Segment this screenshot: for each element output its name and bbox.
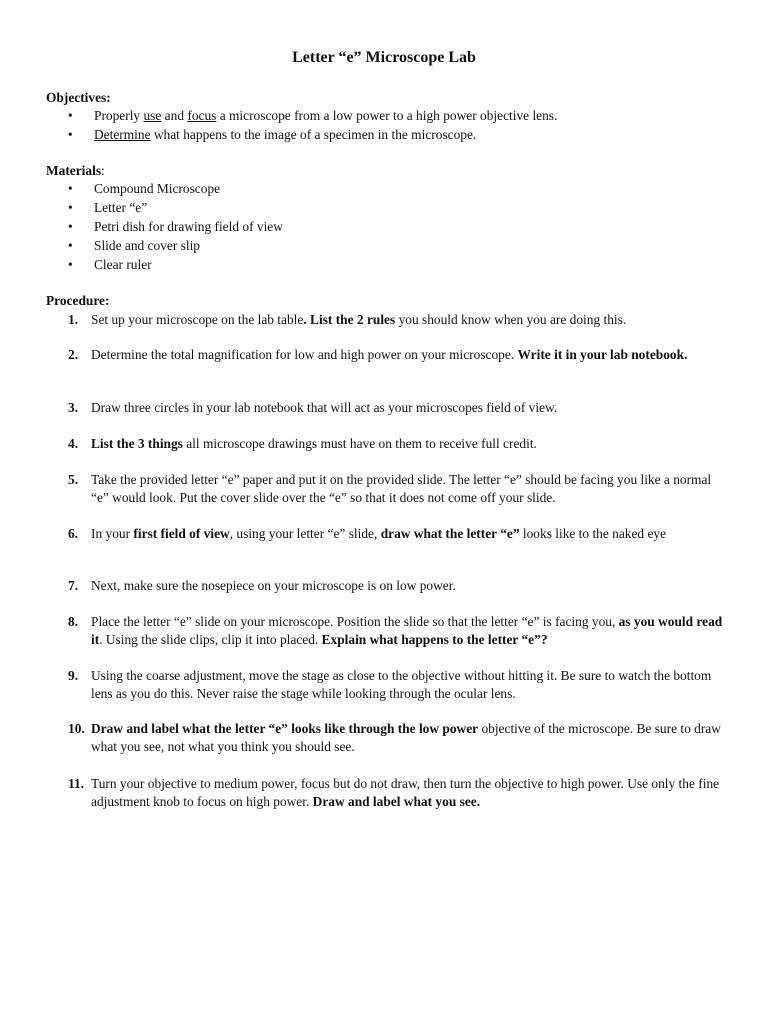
procedure-step-10	[68, 720, 728, 756]
step-text	[91, 435, 728, 453]
objectives-heading: Objectives:	[46, 90, 111, 105]
procedure-step-4	[68, 435, 728, 453]
step-text	[91, 613, 728, 649]
step-text	[91, 311, 728, 329]
material-item: • Clear ruler	[68, 256, 748, 275]
step-text-part: all microscope drawings must have on them to receive full credit.	[182, 436, 537, 451]
step-text-bold: Draw and label what the letter “e” looks like through the low power	[91, 721, 479, 736]
procedure-heading: Procedure:	[46, 293, 110, 308]
step-number: 5.	[68, 472, 79, 487]
step-text: Using the coarse adjustment, move the stage as close to the objective without hitting it. Be sure to watch the bottom lens as you do this. Never raise the stage while looking through the ocular lens.	[91, 668, 712, 701]
step-text	[91, 775, 728, 811]
materials-heading-label: Materials	[46, 163, 102, 178]
step-number: 2.	[68, 347, 79, 362]
step-text-part: . Using the slide clips, clip it into placed.	[99, 632, 322, 647]
step-number: 8.	[68, 614, 79, 629]
step-text: Draw three circles in your lab notebook that will act as your microscopes field of view.	[91, 400, 558, 415]
objective-term-determine: Determine	[94, 127, 151, 142]
step-text-part: Determine the total magnification for low and high power on your microscope.	[91, 347, 518, 362]
step-text	[91, 720, 728, 756]
procedure-step-2	[68, 346, 728, 364]
objective-term-use: use	[143, 108, 162, 123]
procedure-step-7	[68, 577, 728, 595]
material-item: • Petri dish for drawing field of view	[68, 218, 748, 237]
objective-item	[68, 126, 748, 145]
step-text-part: Set up your microscope on the lab table	[91, 312, 304, 327]
objective-text: and	[161, 108, 188, 123]
step-text-bold: Draw and label what you see.	[312, 794, 481, 809]
step-text-part: looks like to the naked eye	[519, 526, 667, 541]
procedure-step-11	[68, 775, 728, 811]
procedure-step-3	[68, 399, 728, 417]
objectives-list	[68, 107, 748, 145]
materials-heading-colon: :	[101, 163, 105, 178]
step-text-bold: draw what the letter “e”	[380, 526, 520, 541]
material-item: • Slide and cover slip	[68, 237, 748, 256]
procedure-step-6	[68, 525, 728, 543]
step-text-part: objective of the microscope. Be sure to draw what you see, not what you think you should see.	[91, 721, 721, 754]
procedure-step-5	[68, 471, 728, 507]
step-number: 10.	[68, 721, 85, 736]
step-text-bold: first field of view	[133, 526, 230, 541]
step-text	[91, 525, 728, 543]
objective-item	[68, 107, 748, 126]
step-text-part: you should know when you are doing this.	[395, 312, 627, 327]
step-text-bold: Write it in your lab notebook.	[517, 347, 688, 362]
objective-term-focus: focus	[187, 108, 217, 123]
step-number: 7.	[68, 578, 79, 593]
step-text: Next, make sure the nosepiece on your microscope is on low power.	[91, 578, 456, 593]
step-number: 3.	[68, 400, 79, 415]
step-number: 1.	[68, 312, 79, 327]
material-item: • Compound Microscope	[68, 180, 748, 199]
step-text-bold: List the 3 things	[91, 436, 183, 451]
materials-heading	[46, 162, 105, 180]
step-text-part: , using your letter “e” slide,	[229, 526, 381, 541]
step-number: 6.	[68, 526, 79, 541]
step-text-bold: . List the 2 rules	[303, 312, 396, 327]
objective-text: Properly	[94, 108, 144, 123]
step-text-part: In your	[91, 526, 134, 541]
step-text	[91, 346, 728, 364]
step-text: Take the provided letter “e” paper and put it on the provided slide. The letter “e” should be facing you like a normal “e” would look. Put the cover slide over the “e” so that it does not come off your slide.	[91, 472, 712, 505]
page-title: Letter “e” Microscope Lab	[292, 49, 476, 66]
step-text-bold: as you would read it	[91, 614, 723, 647]
procedure-step-9	[68, 667, 728, 703]
material-item: • Letter “e”	[68, 199, 748, 218]
step-text-bold: Explain what happens to the letter “e”?	[321, 632, 548, 647]
procedure-step-1	[68, 311, 728, 329]
procedure-step-8	[68, 613, 728, 649]
step-text-part: Place the letter “e” slide on your microscope. Position the slide so that the letter “e” is facing you,	[91, 614, 619, 629]
step-number: 9.	[68, 668, 79, 683]
objective-text: what happens to the image of a specimen in the microscope.	[150, 127, 477, 142]
step-number: 11.	[68, 776, 84, 791]
step-text-part: Turn your objective to medium power, focus but do not draw, then turn the objective to high power. Use only the fine adjustment knob to focus on high power.	[91, 776, 720, 809]
objective-text: a microscope from a low power to a high power objective lens.	[216, 108, 558, 123]
materials-list	[68, 180, 748, 275]
step-number: 4.	[68, 436, 79, 451]
